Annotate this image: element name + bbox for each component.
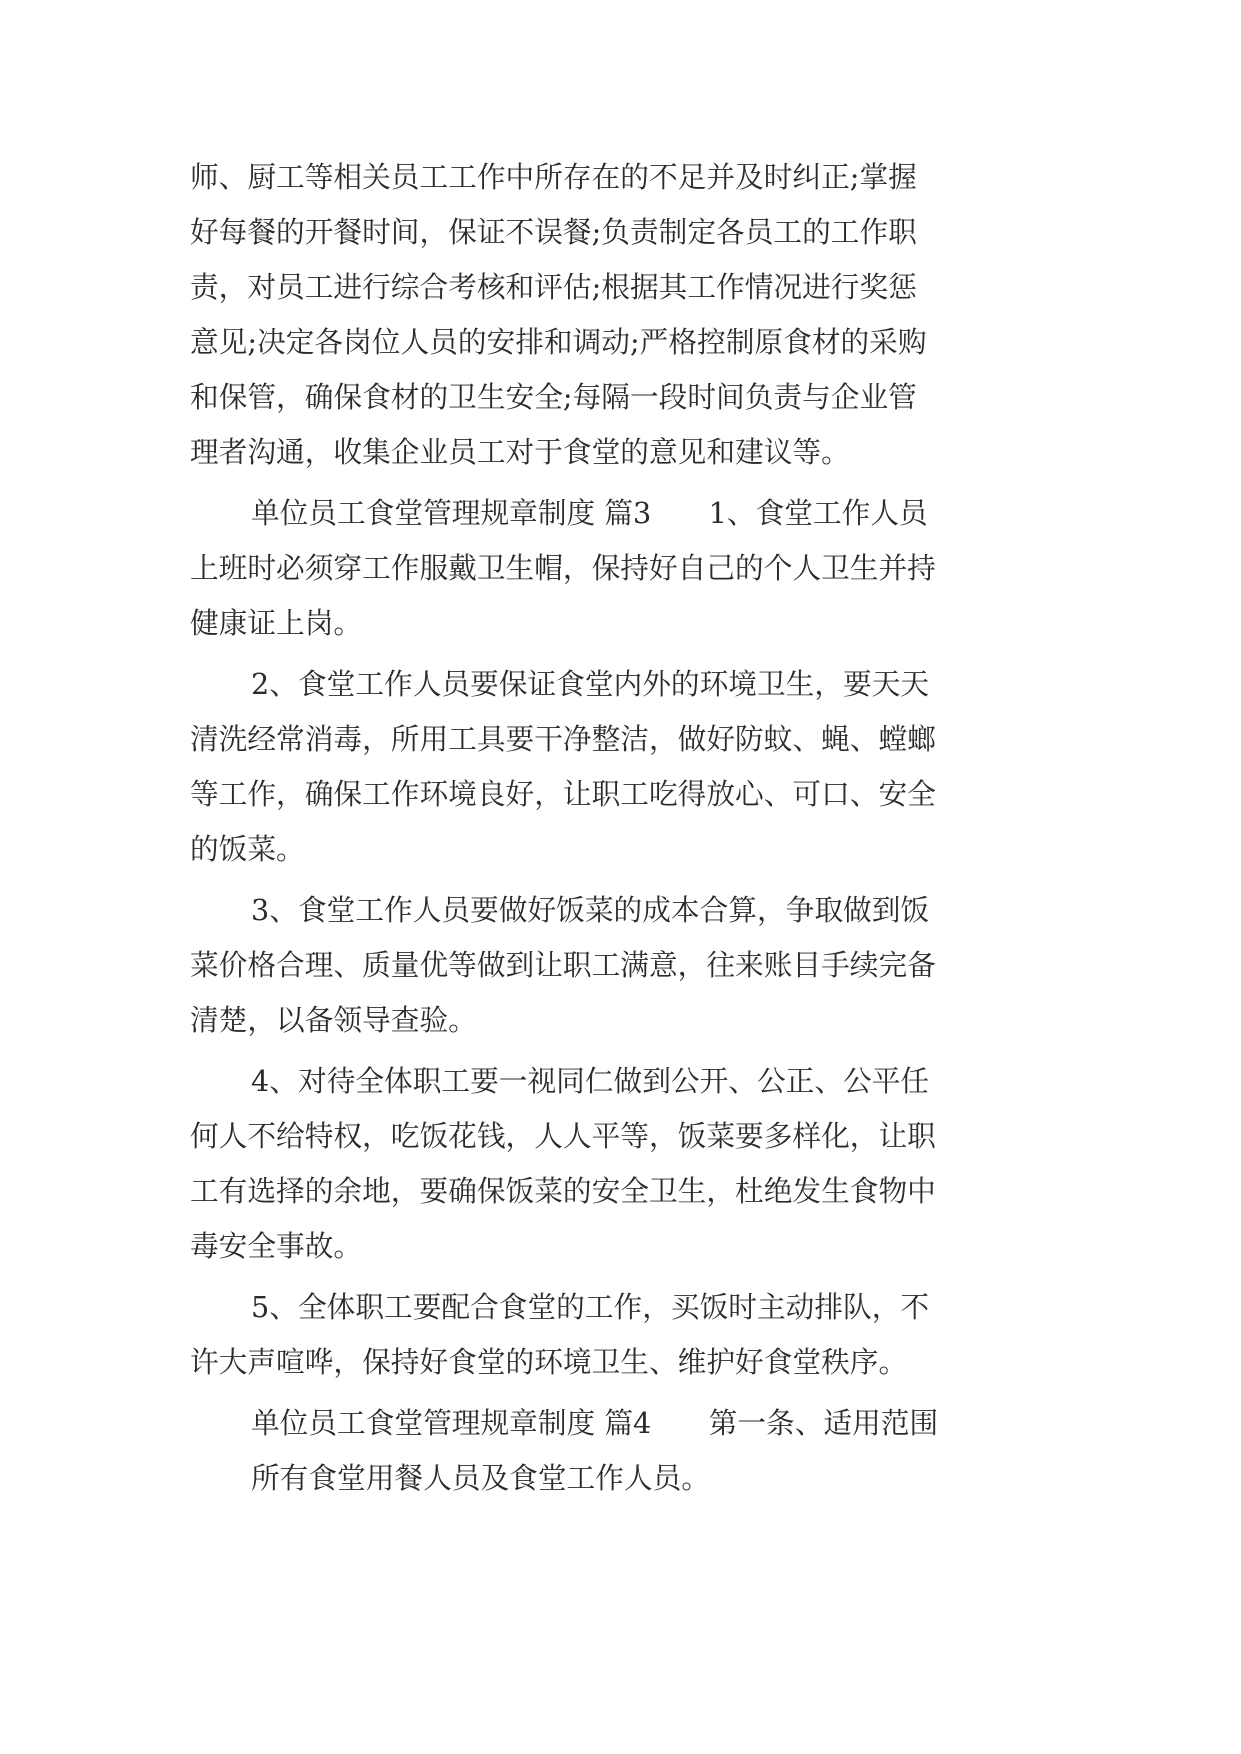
text-line: 工有选择的余地，要确保饭菜的安全卫生，杜绝发生食物中 (190, 1174, 936, 1208)
text-line: 好每餐的开餐时间，保证不误餐;负责制定各员工的工作职 (190, 215, 917, 249)
text-line: 健康证上岗。 (190, 606, 363, 640)
text-line: 毒安全事故。 (190, 1229, 363, 1263)
text-line: 何人不给特权，吃饭花钱，人人平等，饭菜要多样化，让职 (190, 1119, 936, 1153)
text-line: 上班时必须穿工作服戴卫生帽，保持好自己的个人卫生并持 (190, 551, 936, 585)
text-line: 菜价格合理、质量优等做到让职工满意，往来账目手续完备 (190, 948, 936, 982)
list-item-line: 5、全体职工要配合食堂的工作，买饭时主动排队，不 (251, 1290, 930, 1324)
text-line: 和保管，确保食材的卫生安全;每隔一段时间负责与企业管 (190, 380, 917, 414)
text-line: 许大声喧哗，保持好食堂的环境卫生、维护好食堂秩序。 (190, 1345, 908, 1379)
text-line: 所有食堂用餐人员及食堂工作人员。 (251, 1461, 710, 1495)
text-line: 意见;决定各岗位人员的安排和调动;严格控制原食材的采购 (190, 325, 927, 359)
section-heading-line: 单位员工食堂管理规章制度 篇3 1、食堂工作人员 (251, 496, 928, 530)
section-heading-line: 单位员工食堂管理规章制度 篇4 第一条、适用范围 (251, 1406, 939, 1440)
text-line: 清洗经常消毒，所用工具要干净整洁，做好防蚊、蝇、螳螂 (190, 722, 936, 756)
list-item-line: 3、食堂工作人员要做好饭菜的成本合算，争取做到饭 (251, 893, 930, 927)
text-line: 理者沟通，收集企业员工对于食堂的意见和建议等。 (190, 435, 850, 469)
list-item-line: 4、对待全体职工要一视同仁做到公开、公正、公平任 (251, 1064, 930, 1098)
text-line: 责，对员工进行综合考核和评估;根据其工作情况进行奖惩 (190, 270, 917, 304)
text-line: 师、厨工等相关员工工作中所存在的不足并及时纠正;掌握 (190, 160, 917, 194)
text-line: 的饭菜。 (190, 832, 305, 866)
list-item-line: 2、食堂工作人员要保证食堂内外的环境卫生，要天天 (251, 667, 930, 701)
text-line: 等工作，确保工作环境良好，让职工吃得放心、可口、安全 (190, 777, 936, 811)
text-line: 清楚，以备领导查验。 (190, 1003, 477, 1037)
